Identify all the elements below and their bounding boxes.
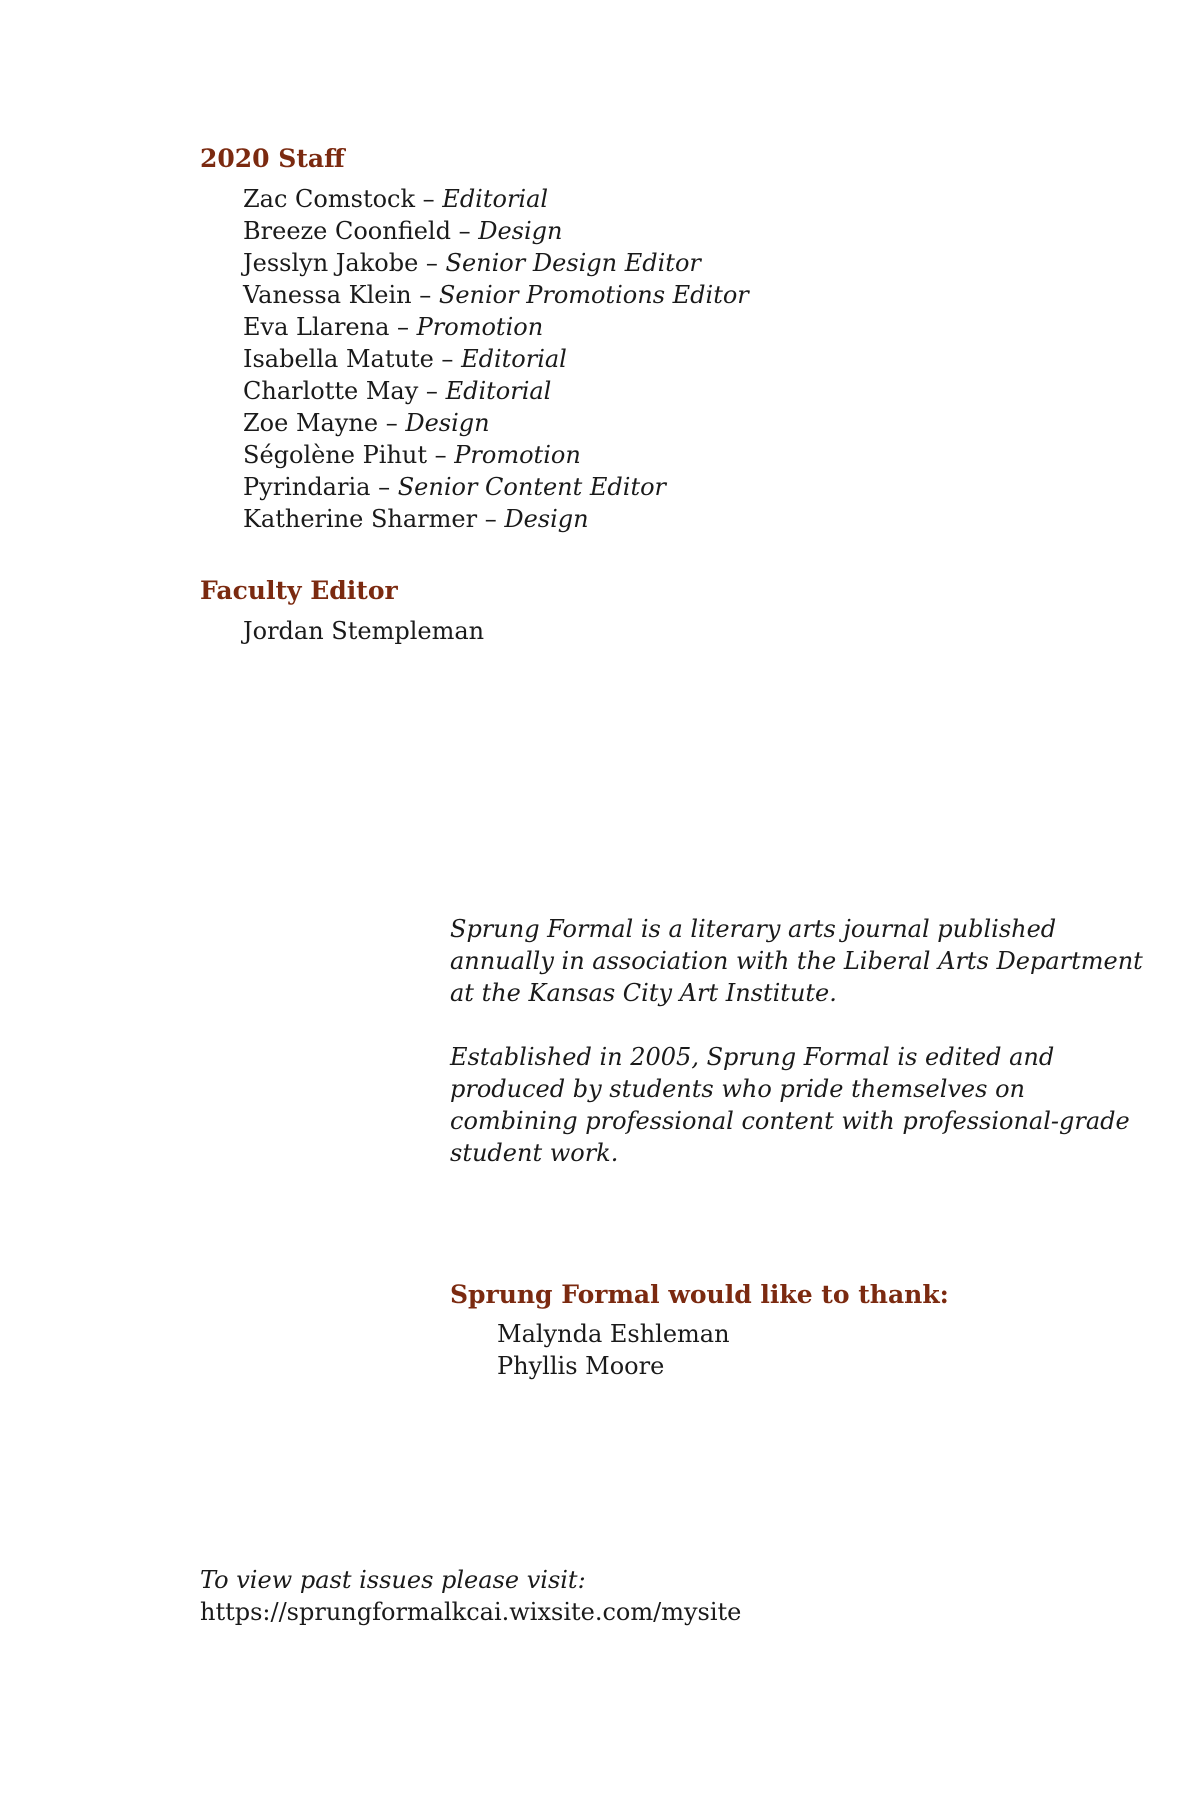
staff-name: Katherine Sharmer	[243, 505, 478, 533]
staff-role: Design	[405, 409, 490, 437]
staff-role: Promotion	[416, 313, 544, 341]
staff-name: Eva Llarena	[243, 313, 390, 341]
staff-name: Jesslyn Jakobe	[243, 249, 419, 277]
about-text	[450, 913, 1150, 1201]
thanks-list	[497, 1318, 730, 1382]
staff-member: Jesslyn Jakobe – Senior Design Editor	[243, 249, 701, 277]
thanks-heading: Sprung Formal would like to thank:	[450, 1280, 949, 1309]
staff-member: Katherine Sharmer – Design	[243, 505, 589, 533]
staff-role: Senior Design Editor	[445, 249, 701, 277]
thanks-name: Malynda Eshleman	[497, 1320, 730, 1348]
faculty-heading: Faculty Editor	[200, 576, 398, 605]
staff-role: Design	[504, 505, 589, 533]
staff-member: Breeze Coonfield – Design	[243, 217, 563, 245]
staff-member: Charlotte May – Editorial	[243, 377, 552, 405]
staff-member: Pyrindaria – Senior Content Editor	[243, 473, 667, 501]
staff-name: Vanessa Klein	[243, 281, 412, 309]
staff-member: Zoe Mayne – Design	[243, 409, 490, 437]
staff-list	[243, 183, 749, 535]
staff-name: Zoe Mayne	[243, 409, 379, 437]
staff-name: Isabella Matute	[243, 345, 434, 373]
staff-role: Design	[478, 217, 563, 245]
about-paragraph: Sprung Formal is a literary arts journal published annually in association with the Liberal Arts Department at the Kansas City Art Institute.	[450, 915, 1143, 1007]
staff-name: Pyrindaria	[243, 473, 371, 501]
staff-name: Charlotte May	[243, 377, 419, 405]
staff-role: Editorial	[442, 185, 549, 213]
staff-name: Zac Comstock	[243, 185, 416, 213]
staff-member: Zac Comstock – Editorial	[243, 185, 549, 213]
faculty-list	[243, 615, 484, 647]
footer-note: To view past issues please visit:	[200, 1566, 586, 1594]
staff-role: Promotion	[454, 441, 581, 469]
staff-member: Eva Llarena – Promotion	[243, 313, 544, 341]
staff-role: Senior Content Editor	[397, 473, 667, 501]
thanks-name: Phyllis Moore	[497, 1352, 665, 1380]
staff-heading: 2020 Staff	[200, 144, 345, 173]
staff-member: Ségolène Pihut – Promotion	[243, 441, 581, 469]
staff-name: Breeze Coonfield	[243, 217, 451, 245]
staff-role: Editorial	[461, 345, 567, 373]
about-paragraph: Established in 2005, Sprung Formal is edited and produced by students who pride themselves on combining professional content with professional-grade student work.	[450, 1043, 1130, 1167]
footer	[200, 1564, 741, 1628]
faculty-name: Jordan Stempleman	[243, 617, 485, 645]
staff-member: Vanessa Klein – Senior Promotions Editor	[243, 281, 749, 309]
staff-role: Senior Promotions Editor	[438, 281, 749, 309]
staff-member: Isabella Matute – Editorial	[243, 345, 567, 373]
staff-role: Editorial	[445, 377, 552, 405]
past-issues-link[interactable]: https://sprungformalkcai.wixsite.com/mysite	[200, 1598, 742, 1626]
staff-name: Ségolène Pihut	[243, 441, 428, 469]
